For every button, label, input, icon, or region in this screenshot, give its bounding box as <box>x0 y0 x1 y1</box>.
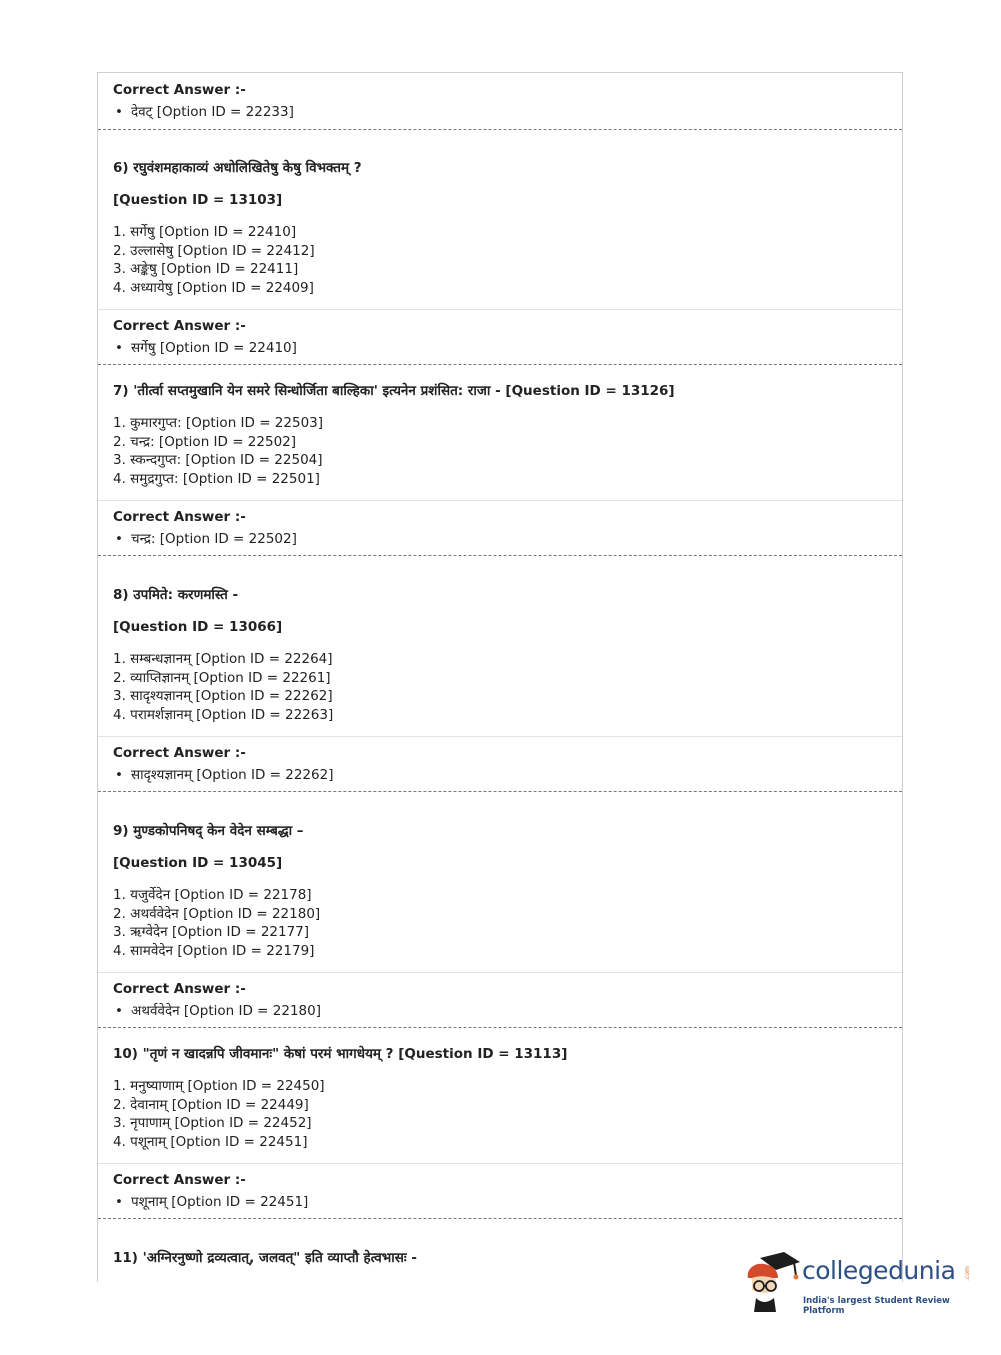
option-list <box>113 414 902 488</box>
question-title: 9) मुण्डकोपनिषद् केन वेदेन सम्बद्धा – <box>113 823 304 839</box>
question-title: 8) उपमिते: करणमस्ति - <box>113 587 239 603</box>
question-id: [Question ID = 13103] <box>113 192 283 208</box>
question-id: [Question ID = 13045] <box>113 855 283 871</box>
question-divider <box>98 555 902 556</box>
correct-answer-label: Correct Answer :- <box>113 981 246 997</box>
option-item: 1. सम्बन्धज्ञानम् [Option ID = 22264] <box>113 651 333 667</box>
question-divider <box>98 129 902 130</box>
question-id: [Question ID = 13066] <box>113 619 283 635</box>
question-title: 10) "तृणं न खादन्नपि जीवमानः" केषां परमं भागधेयम् ? [Question ID = 13113] <box>113 1046 568 1062</box>
collegedunia-logo <box>742 1248 970 1318</box>
option-item: 4. समुद्रगुप्त: [Option ID = 22501] <box>113 470 320 487</box>
option-item: 3. ऋग्वेदेन [Option ID = 22177] <box>113 924 310 940</box>
correct-answer-block-5 <box>98 81 902 121</box>
correct-answer-label: Correct Answer :- <box>113 745 246 761</box>
option-item: 1. कुमारगुप्त: [Option ID = 22503] <box>113 415 324 431</box>
option-list <box>113 1077 902 1151</box>
question-divider <box>98 1218 902 1219</box>
correct-answer-block-8 <box>98 744 902 784</box>
correct-answer-item: • सर्गेषु [Option ID = 22410] <box>115 340 297 356</box>
option-list <box>113 223 902 297</box>
correct-answer-label: Correct Answer :- <box>113 509 246 525</box>
question-9 <box>98 822 902 960</box>
logo-tagline: India's largest Student Review Platform <box>803 1296 950 1316</box>
option-item: 2. व्याप्तिज्ञानम् [Option ID = 22261] <box>113 669 331 686</box>
question-divider <box>98 1027 902 1028</box>
question-title: 11) 'अग्निरनुष्णो द्रव्यत्वात्, जलवत्" इति व्याप्तौ हेत्वभासः - <box>113 1250 417 1266</box>
correct-answer-label: Correct Answer :- <box>113 82 246 98</box>
question-8 <box>98 586 902 724</box>
answer-separator <box>98 972 902 973</box>
option-item: 4. अध्यायेषु [Option ID = 22409] <box>113 279 314 296</box>
answer-separator <box>98 736 902 737</box>
logo-suffix: .com <box>963 1266 971 1281</box>
option-item: 2. अथर्ववेदेन [Option ID = 22180] <box>113 905 321 922</box>
correct-answer-block-7 <box>98 508 902 548</box>
option-item: 3. अङ्केषु [Option ID = 22411] <box>113 261 299 277</box>
logo-wordmark: collegedunia <box>802 1256 956 1285</box>
answer-separator <box>98 1163 902 1164</box>
question-title: 6) रघुवंशमहाकाव्यं अधोलिखितेषु केषु विभक्तम् ? <box>113 160 362 176</box>
correct-answer-item: • अथर्ववेदेन [Option ID = 22180] <box>115 1003 322 1019</box>
option-item: 3. नृपाणाम् [Option ID = 22452] <box>113 1115 312 1131</box>
option-item: 3. सादृश्यज्ञानम् [Option ID = 22262] <box>113 688 333 704</box>
option-item: 2. उल्लासेषु [Option ID = 22412] <box>113 242 315 259</box>
option-item: 4. परामर्शज्ञानम् [Option ID = 22263] <box>113 706 334 723</box>
answer-separator <box>98 500 902 501</box>
option-item: 3. स्कन्दगुप्त: [Option ID = 22504] <box>113 452 323 468</box>
correct-answer-item: • पशूनाम् [Option ID = 22451] <box>115 1194 309 1210</box>
graduate-mascot-icon <box>742 1248 802 1312</box>
option-item: 4. पशूनाम् [Option ID = 22451] <box>113 1133 308 1150</box>
option-item: 1. सर्गेषु [Option ID = 22410] <box>113 224 297 240</box>
answer-separator <box>98 309 902 310</box>
correct-answer-label: Correct Answer :- <box>113 1172 246 1188</box>
option-item: 4. सामवेदेन [Option ID = 22179] <box>113 942 315 959</box>
option-item: 1. यजुर्वेदेन [Option ID = 22178] <box>113 887 312 903</box>
option-item: 1. मनुष्याणाम् [Option ID = 22450] <box>113 1078 325 1094</box>
question-paper-sheet <box>97 72 903 1282</box>
correct-answer-item: • देवट् [Option ID = 22233] <box>115 104 294 120</box>
option-item: 2. देवानाम् [Option ID = 22449] <box>113 1096 309 1113</box>
question-6 <box>98 159 902 297</box>
option-list <box>113 886 902 960</box>
option-item: 2. चन्द्र: [Option ID = 22502] <box>113 433 297 450</box>
question-10 <box>98 1045 902 1151</box>
option-list <box>113 650 902 724</box>
correct-answer-label: Correct Answer :- <box>113 318 246 334</box>
correct-answer-block-6 <box>98 317 902 357</box>
question-7 <box>98 382 902 488</box>
correct-answer-item: • सादृश्यज्ञानम् [Option ID = 22262] <box>115 767 334 783</box>
question-divider <box>98 364 902 365</box>
question-divider <box>98 791 902 792</box>
question-title: 7) 'तीर्त्वा सप्तमुखानि येन समरे सिन्धोर्जिता बाल्हिका' इत्यनेन प्रशंसित: राजा - [Question ID = 13126] <box>113 383 675 399</box>
correct-answer-item: • चन्द्र: [Option ID = 22502] <box>115 531 297 547</box>
correct-answer-block-9 <box>98 980 902 1020</box>
correct-answer-block-10 <box>98 1171 902 1211</box>
